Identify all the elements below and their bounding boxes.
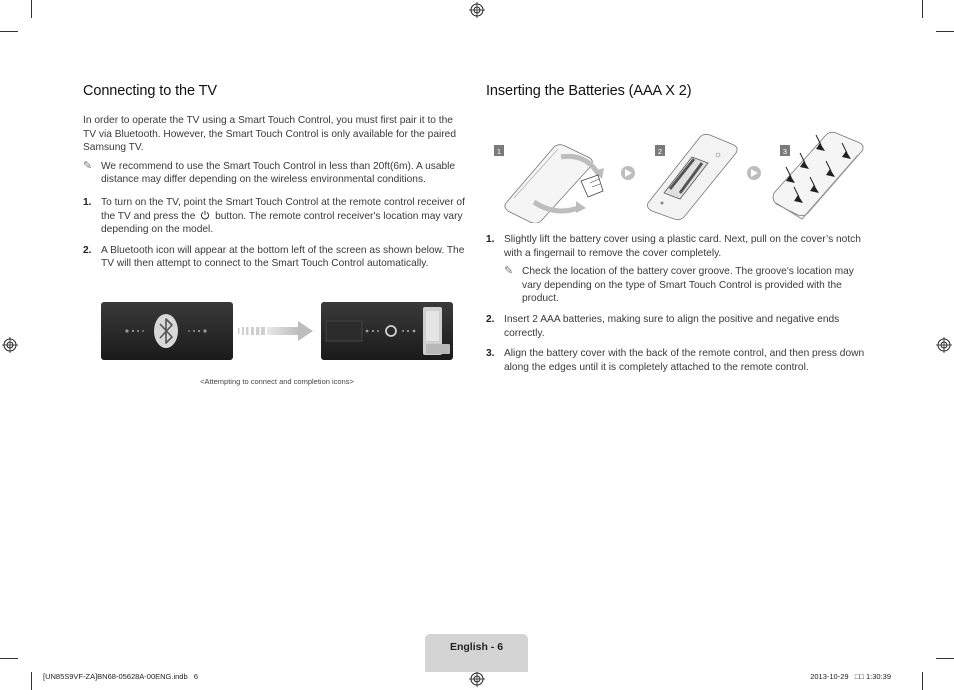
step-text: Align the battery cover with the back of the remote control, and then press down along the edges until it is completely attached to the remote control. [504, 348, 865, 373]
intro-paragraph: In order to operate the TV using a Smart Touch Control, you must first pair it to the TV via Bluetooth. However, the Smart Touch Control is only available for the paired Samsung TV. [83, 115, 456, 154]
figure-label-3: 3 [782, 147, 788, 156]
registration-mark-icon [469, 671, 485, 687]
crop-mark [0, 658, 18, 659]
note-text: Check the location of the battery cover groove. The groove's location may vary depending on the type of Smart Touch Control is provided with the product. [522, 266, 854, 305]
figure-label-2: 2 [657, 147, 663, 156]
registration-mark-icon [469, 2, 485, 18]
crop-mark [31, 672, 32, 690]
crop-mark [31, 0, 32, 18]
step-number: 2. [486, 313, 495, 325]
registration-mark-icon [2, 337, 18, 353]
battery-step-3 [486, 347, 868, 374]
crop-mark [936, 658, 954, 659]
footer-datetime: 2013-10-29 □□ 1:30:39 [810, 672, 891, 681]
figure-label-1: 1 [496, 147, 502, 156]
battery-insertion-figure [486, 113, 868, 223]
step-text: To turn on the TV, point the Smart Touch Control at the remote control receiver of the TV and press the [101, 196, 465, 222]
pencil-note-icon: ✎ [504, 265, 514, 278]
power-icon [200, 210, 210, 220]
step-text: A Bluetooth icon will appear at the bottom left of the screen as shown below. The TV will then attempt to connect to the Smart Touch Control automatically. [101, 244, 465, 270]
bluetooth-connection-figure [101, 302, 453, 360]
step-text: Insert 2 AAA batteries, making sure to align the positive and negative ends correctly. [504, 313, 840, 339]
battery-step-1 [486, 233, 868, 306]
pencil-note-icon: ✎ [83, 159, 93, 172]
remote-cover-lift-illustration [505, 145, 604, 223]
page-number-tab: English - 6 [425, 634, 528, 672]
section-batteries [486, 83, 868, 374]
section-title-batteries: Inserting the Batteries (AAA X 2) [486, 83, 692, 99]
section-connecting [83, 83, 465, 271]
step-number: 3. [486, 348, 495, 360]
step-number: 1. [83, 196, 92, 208]
step-2 [83, 244, 465, 271]
bluetooth-icon [154, 314, 178, 348]
section-title-connecting: Connecting to the TV [83, 83, 217, 99]
step-text: Slightly lift the battery cover using a plastic card. Next, pull on the cover’s notch with a fingernail to remove the cover completely. [504, 234, 861, 259]
battery-step-2 [486, 313, 868, 340]
crop-mark [936, 31, 954, 32]
groove-note [504, 265, 868, 306]
crop-mark [922, 672, 923, 690]
step-text-continued: button. The remote control receiver's location may vary depending on the model. [101, 210, 463, 236]
battery-steps-illustration [486, 113, 868, 223]
footer-file-name: [UN85S9VF-ZA]BN68-05628A-00ENG.indb 6 [43, 672, 199, 681]
step-number: 2. [83, 244, 92, 256]
crop-mark [0, 31, 18, 32]
note-text: We recommend to use the Smart Touch Control in less than 20ft(6m). A usable distance may differ depending on the wireless environmental conditions. [101, 160, 456, 186]
step-number: 1. [486, 234, 495, 245]
distance-note [83, 160, 465, 187]
figure-caption: <Attempting to connect and completion icons> [200, 377, 354, 386]
crop-mark [922, 0, 923, 18]
step-1 [83, 196, 465, 237]
registration-mark-icon [936, 337, 952, 353]
